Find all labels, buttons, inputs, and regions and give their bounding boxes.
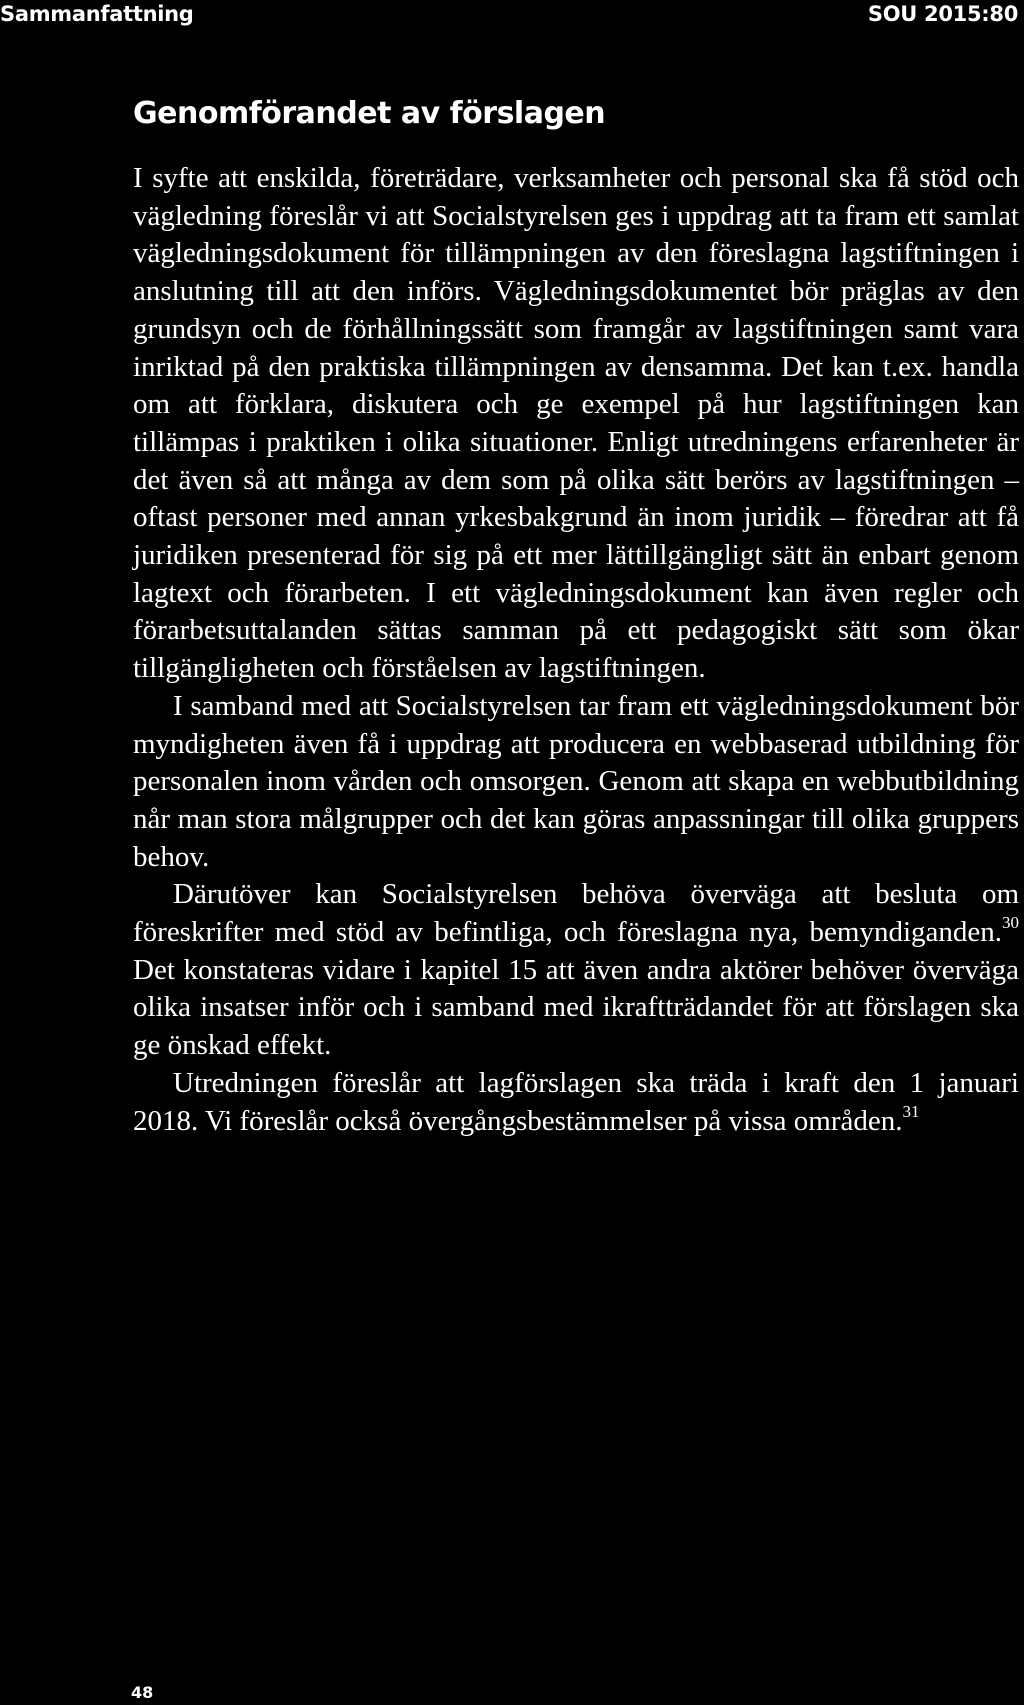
paragraph-3-text-b: Det konstateras vidare i kapitel 15 att även andra aktörer behöver överväga olika insatser inför och i samband med ikraftträdandet för att förslagen ska ge önskad effekt. (133, 953, 1019, 1062)
body-text (133, 160, 1019, 1140)
paragraph-2: I samband med att Socialstyrelsen tar fram ett vägledningsdokument bör myndigheten även få i uppdrag att producera en webbaserad utbildning för personalen inom vården och omsorgen. Genom att skapa en webbutbildning når man stora målgrupper och det kan göras anpassningar till olika gruppers behov. (133, 689, 1019, 873)
section-heading: Genomförandet av förslagen (133, 96, 606, 131)
paragraph-3-text-a: Därutöver kan Socialstyrelsen behöva överväga att besluta om föreskrifter med stöd av befintliga, och föreslagna nya, bemyndiganden. (133, 878, 1019, 949)
paragraph-4 (133, 1065, 1019, 1140)
paragraph-3 (133, 876, 1019, 1065)
paragraph-1: I syfte att enskilda, företrädare, verksamheter och personal ska få stöd och vägledning föreslår vi att Socialstyrelsen ges i uppdrag att ta fram ett samlat vägledningsdokument för tillämpningen av den föreslagna lagstiftningen i anslutning till att den införs. Vägledningsdokumentet bör präglas av den grundsyn och de förhållningssätt som framgår av lagstiftningen samt vara inriktad på den praktiska tillämpningen av densamma. Det kan t.ex. handla om att förklara, diskutera och ge exempel på hur lagstiftningen kan tillämpas i praktiken i olika situationer. Enligt utredningens erfarenheter är det även så att många av dem som på olika sätt berörs av lagstiftningen – oftast personer med annan yrkesbakgrund än inom juridik – föredrar att få juridiken presenterad för sig på ett mer lättillgängligt sätt än enbart genom lagtext och förarbeten. I ett vägledningsdokument kan även regler och förarbetsuttalanden sättas samman på ett pedagogiskt sätt som ökar tillgängligheten och förståelsen av lagstiftningen. (133, 162, 1019, 685)
footnote-ref-30[interactable]: 30 (1002, 913, 1019, 933)
running-header-report-id: SOU 2015:80 (867, 2, 1018, 26)
page-number: 48 (131, 1683, 154, 1702)
running-header-section: Sammanfattning (0, 2, 194, 26)
footnote-ref-31[interactable]: 31 (902, 1101, 920, 1121)
paragraph-4-text-a: Utredningen föreslår att lagförslagen ska träda i kraft den 1 januari 2018. Vi föreslår också övergångsbestämmelser på vissa områden. (133, 1066, 1019, 1137)
